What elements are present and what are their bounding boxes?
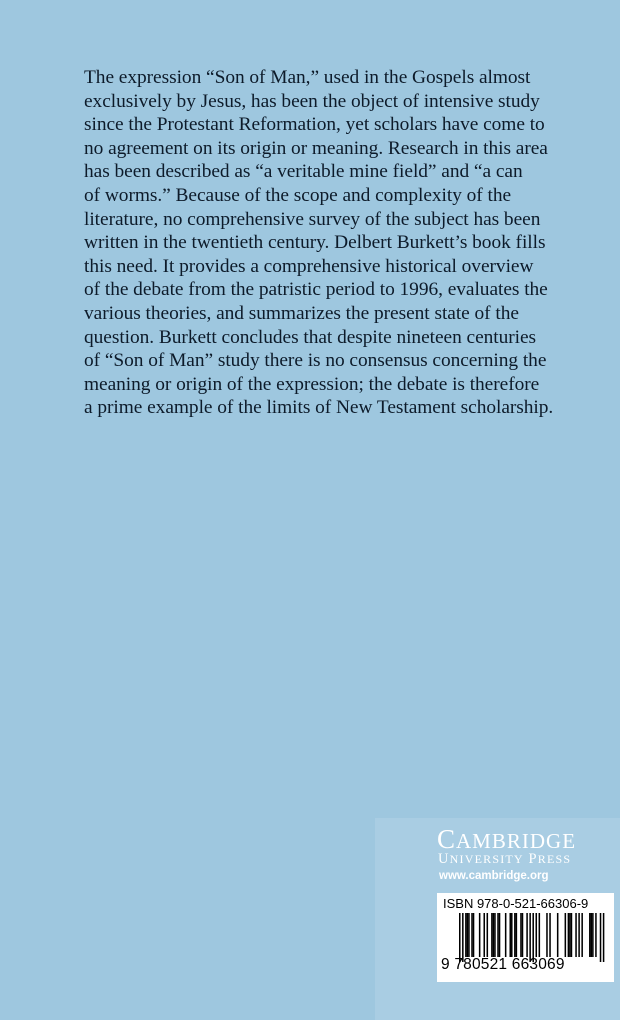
publisher-name: CAMBRIDGE <box>437 824 577 854</box>
barcode-bar <box>571 913 573 957</box>
publisher-logo-subtitle <box>438 851 571 868</box>
barcode-bar <box>522 913 524 957</box>
barcode-bar <box>505 913 507 957</box>
description-line: meaning or origin of the expression; the debate is therefore <box>84 373 540 395</box>
description-line: of “Son of Man” study there is no consensus concerning the <box>84 350 547 372</box>
description-line: exclusively by Jesus, has been the object of intensive study <box>84 90 540 112</box>
barcode-bar <box>516 913 518 957</box>
barcode-bar <box>514 913 516 957</box>
barcode-bar <box>536 913 538 957</box>
barcode-bar <box>483 913 485 957</box>
barcode-bar <box>549 913 551 957</box>
description-line: of worms.” Because of the scope and complexity of the <box>84 184 512 206</box>
barcode-bar <box>497 913 499 957</box>
barcode-bar <box>600 913 602 962</box>
barcode-digits: 9 780521 663069 <box>441 956 565 973</box>
barcode-bar <box>591 913 593 957</box>
barcode-bar <box>479 913 481 957</box>
barcode-bar <box>546 913 548 957</box>
barcode-bar <box>565 913 567 957</box>
barcode-bar <box>459 913 461 962</box>
barcode-bar <box>526 913 528 957</box>
barcode-bar <box>509 913 511 957</box>
barcode-bar <box>468 913 470 957</box>
barcode-bar <box>473 913 475 957</box>
barcode-bar <box>603 913 605 962</box>
barcode-bar <box>539 913 541 957</box>
barcode-bar <box>589 913 591 957</box>
isbn-barcode-box <box>437 893 614 982</box>
barcode-bar <box>595 913 597 957</box>
barcode-bar <box>471 913 473 957</box>
barcode-bar <box>462 913 464 962</box>
barcode-bar <box>465 913 467 957</box>
description-line: various theories, and summarizes the present state of the <box>84 302 519 324</box>
description-line: this need. It provides a comprehensive historical overview <box>84 255 534 277</box>
barcode-bar <box>529 913 531 962</box>
barcode-bar <box>532 913 534 962</box>
barcode-bar <box>575 913 577 957</box>
barcode-bar <box>487 913 489 957</box>
publisher-subtitle: UNIVERSITY PRESS <box>438 851 572 867</box>
barcode-bar <box>467 913 469 957</box>
description-line: question. Burkett concludes that despite nineteen centuries <box>84 326 537 348</box>
back-cover-description <box>84 66 614 420</box>
barcode-bar <box>568 913 570 957</box>
description-line: The expression “Son of Man,” used in the Gospels almost <box>84 67 531 88</box>
barcode-bar <box>569 913 571 957</box>
description-line: literature, no comprehensive survey of the subject has been <box>84 208 541 230</box>
description-line: no agreement on its origin or meaning. Research in this area <box>84 137 548 159</box>
barcode-bar <box>581 913 583 957</box>
barcode-bar <box>592 913 594 957</box>
description-line: since the Protestant Reformation, yet scholars have come to <box>84 114 545 136</box>
isbn-label: ISBN 978-0-521-66306-9 <box>443 896 589 911</box>
description-line: a prime example of the limits of New Testament scholarship. <box>84 397 554 419</box>
barcode-bar <box>493 913 495 957</box>
barcode-bar <box>511 913 513 957</box>
barcode-bar <box>494 913 496 957</box>
barcode-bar <box>520 913 522 957</box>
barcode-bar <box>499 913 501 957</box>
description-line: has been described as “a veritable mine field” and “a can <box>84 161 523 183</box>
description-line: written in the twentieth century. Delbert Burkett’s book fills <box>84 232 546 254</box>
barcode-bar <box>557 913 559 957</box>
barcode-bar <box>578 913 580 957</box>
description-line: of the debate from the patristic period to 1996, evaluates the <box>84 279 548 301</box>
publisher-website: www.cambridge.org <box>439 870 549 882</box>
barcode-bar <box>491 913 493 957</box>
